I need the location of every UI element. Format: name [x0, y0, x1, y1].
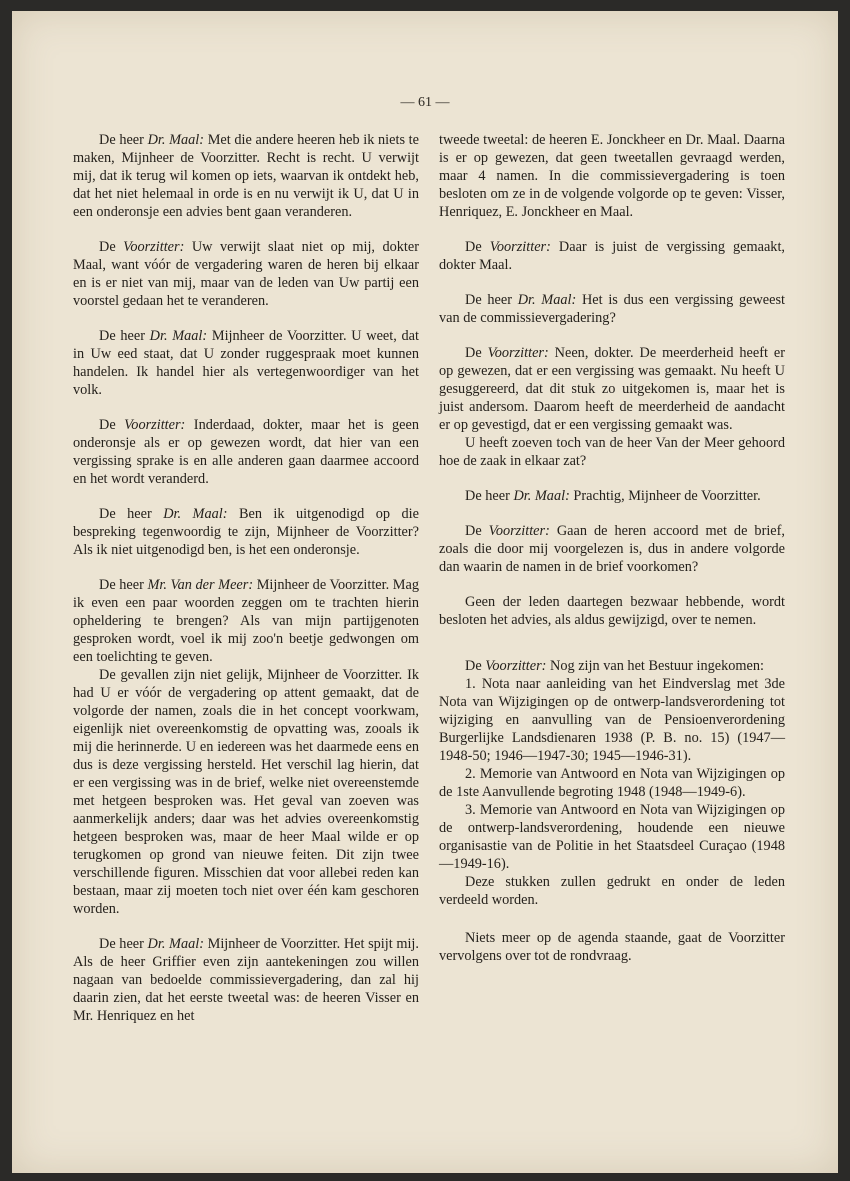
paragraph: De Voorzitter: Gaan de heren accoord met de brief, zoals die door mij voorgelezen is, dus in andere volgorde dan waarin de namen in de brief voorkomen?: [439, 523, 785, 575]
list-item: 1. Nota naar aanleiding van het Eindverslag met 3de Nota van Wijzigingen op de ontwerp-landsverordening tot wijziging en aanvulling van de Pensioenverordening Burgerlijke Landsdienaren 1938 (P. B. no. 15) (1947—1948-50; 1946—1947-30; 1945—1946-31).: [439, 676, 785, 764]
speaker-name: Mr. Van der Meer:: [147, 577, 254, 593]
paragraph: De Voorzitter: Daar is juist de vergissing gemaakt, dokter Maal.: [439, 239, 785, 273]
paragraph: De Voorzitter: Inderdaad, dokter, maar het is geen onderonsje als er op gewezen wordt, dat hier van een vergissing sprake is en alle anderen gaan daarmee accoord en het wordt veranderd.: [73, 417, 419, 487]
speaker-name: Dr. Maal:: [517, 292, 577, 308]
paragraph: De heer Mr. Van der Meer: Mijnheer de Voorzitter. Mag ik even een paar woorden zeggen om te trachten hierin opheldering te brengen? Als van mijn partijgenoten gesproken wordt, voel ik mij zoo'n beetje gedwongen om een toelichting te geven.: [73, 577, 419, 665]
speaker-name: Voorzitter:: [488, 523, 550, 539]
paragraph: De Voorzitter: Nog zijn van het Bestuur ingekomen:: [465, 658, 765, 674]
paragraph: De heer Dr. Maal: Mijnheer de Voorzitter. U weet, dat in Uw eed staat, dat U zonder ruggespraak moet kunnen handelen. Ik handel hier als vertegenwoordiger van het volk.: [73, 328, 419, 398]
speaker-name: Dr. Maal:: [147, 936, 204, 952]
speaker-name: Dr. Maal:: [149, 328, 208, 344]
paragraph: Deze stukken zullen gedrukt en onder de leden verdeeld worden.: [439, 874, 785, 908]
paragraph: tweede tweetal: de heeren E. Jonckheer en Dr. Maal. Daarna is er op gewezen, dat geen tweetallen gevraagd werden, maar 4 namen. In die commissievergadering is toen besloten om ze in de volgende volgorde op te geven: Visser, Henriquez, E. Jonckheer en Maal.: [439, 132, 785, 220]
speaker-name: Voorzitter:: [489, 239, 551, 255]
paragraph: De gevallen zijn niet gelijk, Mijnheer de Voorzitter. Ik had U er vóór de vergadering op attent gemaakt, dat de volgorde der namen, zoals die in het concept voorkwam, eigenlijk niet overeenkomstig de opvatting was, zooals ik mij die herinnerde. U en iedereen was het daarmede eens en dus is deze vergissing hersteld. Het verschil lag hierin, dat er een vergissing was in de brief, welke niet overeenstemde met hetgeen besproken was. Het geval van zoeven was aanmerkelijk anders; daar was het advies overeenkomstig hetgeen besproken was, maar de heer Maal wilde er op terugkomen op grond van nieuwe feiten. Dit zijn twee verschillende figuren. Misschien dat voor allebei reden kan bestaan, maar zij moeten toch niet over één kam geschoren worden.: [73, 667, 419, 917]
speaker-name: Voorzitter:: [124, 417, 186, 433]
paragraph: De heer Dr. Maal: Prachtig, Mijnheer de Voorzitter.: [465, 488, 761, 504]
speaker-name: Dr. Maal:: [147, 132, 205, 148]
list-item: 2. Memorie van Antwoord en Nota van Wijzigingen op de 1ste Aanvullende begroting 1948 (1948—1949-6).: [439, 766, 785, 800]
paragraph: De heer Dr. Maal: Het is dus een vergissing geweest van de commissievergadering?: [439, 292, 785, 326]
speaker-name: Voorzitter:: [123, 239, 185, 255]
paragraph: Niets meer op de agenda staande, gaat de Voorzitter vervolgens over tot de rondvraag.: [439, 930, 785, 964]
paragraph: De Voorzitter: Neen, dokter. De meerderheid heeft er op gewezen, dat er een vergissing was gemaakt. Nu heeft U gesuggereerd, dat dit stuk zo uitgekomen is, maar het is juist andersom. Daarom heeft de meerderheid de aandacht er op gevestigd, dat er een vergissing gemaakt was.: [439, 345, 785, 433]
list-item: 3. Memorie van Antwoord en Nota van Wijzigingen op de ontwerp-landsverordening, houdende een nieuwe organisastie van de Politie in het Staatsdeel Curaçao (1948—1949-16).: [439, 802, 785, 872]
speaker-name: Voorzitter:: [487, 345, 549, 361]
paragraph: De heer Dr. Maal: Mijnheer de Voorzitter. Het spijt mij. Als de heer Griffier even zijn aantekeningen zou willen nagaan van bedoelde commissievergadering, dan zal hij daarin zien, dat het eerste tweetal was: de heeren Visser en Mr. Henriquez en het: [73, 936, 419, 1024]
paragraph: De Voorzitter: Uw verwijt slaat niet op mij, dokter Maal, want vóór de vergadering waren de heren bij elkaar en is er niet van mij, maar van de leden van Uw partij een voorstel gedaan het te veranderen.: [73, 239, 420, 309]
speaker-name: Voorzitter:: [485, 658, 547, 674]
paragraph: Geen der leden daartegen bezwaar hebbende, wordt besloten het advies, als aldus gewijzigd, over te nemen.: [439, 594, 785, 628]
page-number: — 61 —: [400, 95, 450, 110]
speaker-name: Dr. Maal:: [513, 488, 570, 504]
paragraph: De heer Dr. Maal: Ben ik uitgenodigd op die bespreking tegenwoordig te zijn, Mijnheer de Voorzitter? Als ik niet uitgenodigd ben, is het een onderonsje.: [73, 506, 419, 558]
speaker-name: Dr. Maal:: [163, 506, 228, 522]
right-column: [439, 131, 785, 965]
left-column: [73, 131, 419, 1025]
paragraph: De heer Dr. Maal: Met die andere heeren heb ik niets te maken, Mijnheer de Voorzitter. Recht is recht. U verwijt mij, dat ik terug wil komen op iets, waarvan ik ontdekt heb, dat het niet helemaal in orde is en nu verwijt ik U, dat U in een onderonsje een advies bent gaan veranderen.: [73, 132, 419, 220]
document-page: [12, 11, 838, 1173]
paragraph: U heeft zoeven toch van de heer Van der Meer gehoord hoe de zaak in elkaar zat?: [439, 435, 785, 469]
